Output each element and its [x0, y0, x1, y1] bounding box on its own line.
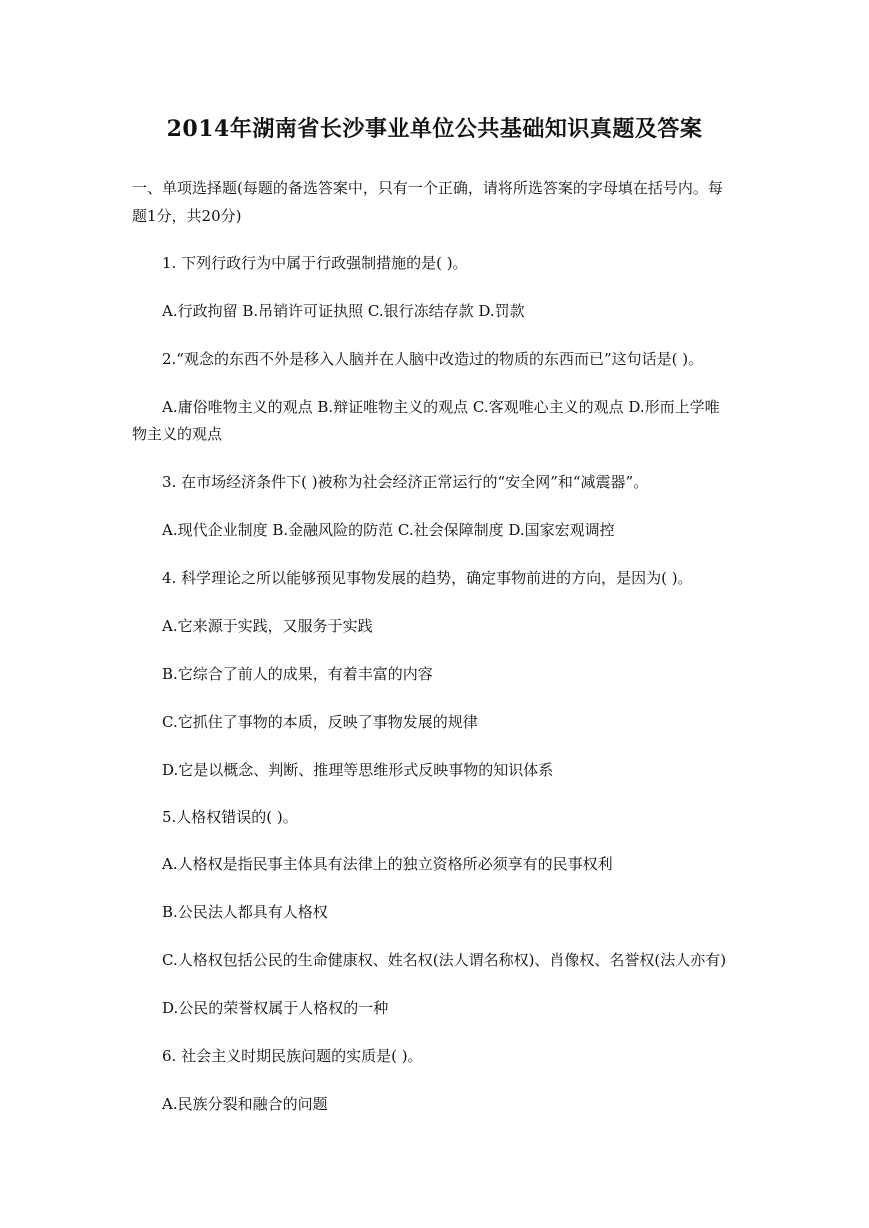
question-4-option-a: A.它来源于实践，又服务于实践 [162, 617, 373, 635]
question-5-option-c: C.人格权包括公民的生命健康权、姓名权(法人谓名称权)、肖像权、名誉权(法人亦有) [162, 951, 727, 969]
question-6-stem: 6. 社会主义时期民族问题的实质是( )。 [162, 1047, 423, 1065]
question-4-option-b: B.它综合了前人的成果，有着丰富的内容 [162, 665, 433, 683]
question-2-options-line-1: A.庸俗唯物主义的观点 B.辩证唯物主义的观点 C.客观唯心主义的观点 D.形而上学唯 [162, 398, 720, 416]
question-4-stem: 4. 科学理论之所以能够预见事物发展的趋势，确定事物前进的方向，是因为( )。 [162, 569, 693, 587]
question-5-option-b: B.公民法人都具有人格权 [162, 903, 328, 921]
section-heading-line-2: 题1分，共20分) [132, 207, 242, 225]
question-6-option-a: A.民族分裂和融合的问题 [162, 1095, 328, 1113]
question-1-stem: 1. 下列行政行为中属于行政强制措施的是( )。 [162, 254, 468, 272]
question-3-options: A.现代企业制度 B.金融风险的防范 C.社会保障制度 D.国家宏观调控 [162, 521, 615, 539]
question-5-option-d: D.公民的荣誉权属于人格权的一种 [162, 999, 389, 1017]
question-5-option-a: A.人格权是指民事主体具有法律上的独立资格所必须享有的民事权利 [162, 855, 613, 873]
document-title: 2014年湖南省长沙事业单位公共基础知识真题及答案 [166, 116, 703, 142]
question-2-options-line-2: 物主义的观点 [132, 425, 223, 443]
question-4-option-c: C.它抓住了事物的本质，反映了事物发展的规律 [162, 713, 478, 731]
question-3-stem: 3. 在市场经济条件下( )被称为社会经济正常运行的“安全网”和“减震器”。 [162, 473, 649, 491]
question-5-stem: 5.人格权错误的( )。 [162, 808, 298, 826]
question-4-option-d: D.它是以概念、判断、推理等思维形式反映事物的知识体系 [162, 761, 554, 779]
question-1-options: A.行政拘留 B.吊销许可证执照 C.银行冻结存款 D.罚款 [162, 302, 525, 320]
question-2-stem: 2.“观念的东西不外是移入人脑并在人脑中改造过的物质的东西而已”这句话是( )。 [162, 350, 704, 368]
section-heading-line-1: 一、单项选择题(每题的备选答案中，只有一个正确，请将所选答案的字母填在括号内。每 [132, 179, 723, 197]
